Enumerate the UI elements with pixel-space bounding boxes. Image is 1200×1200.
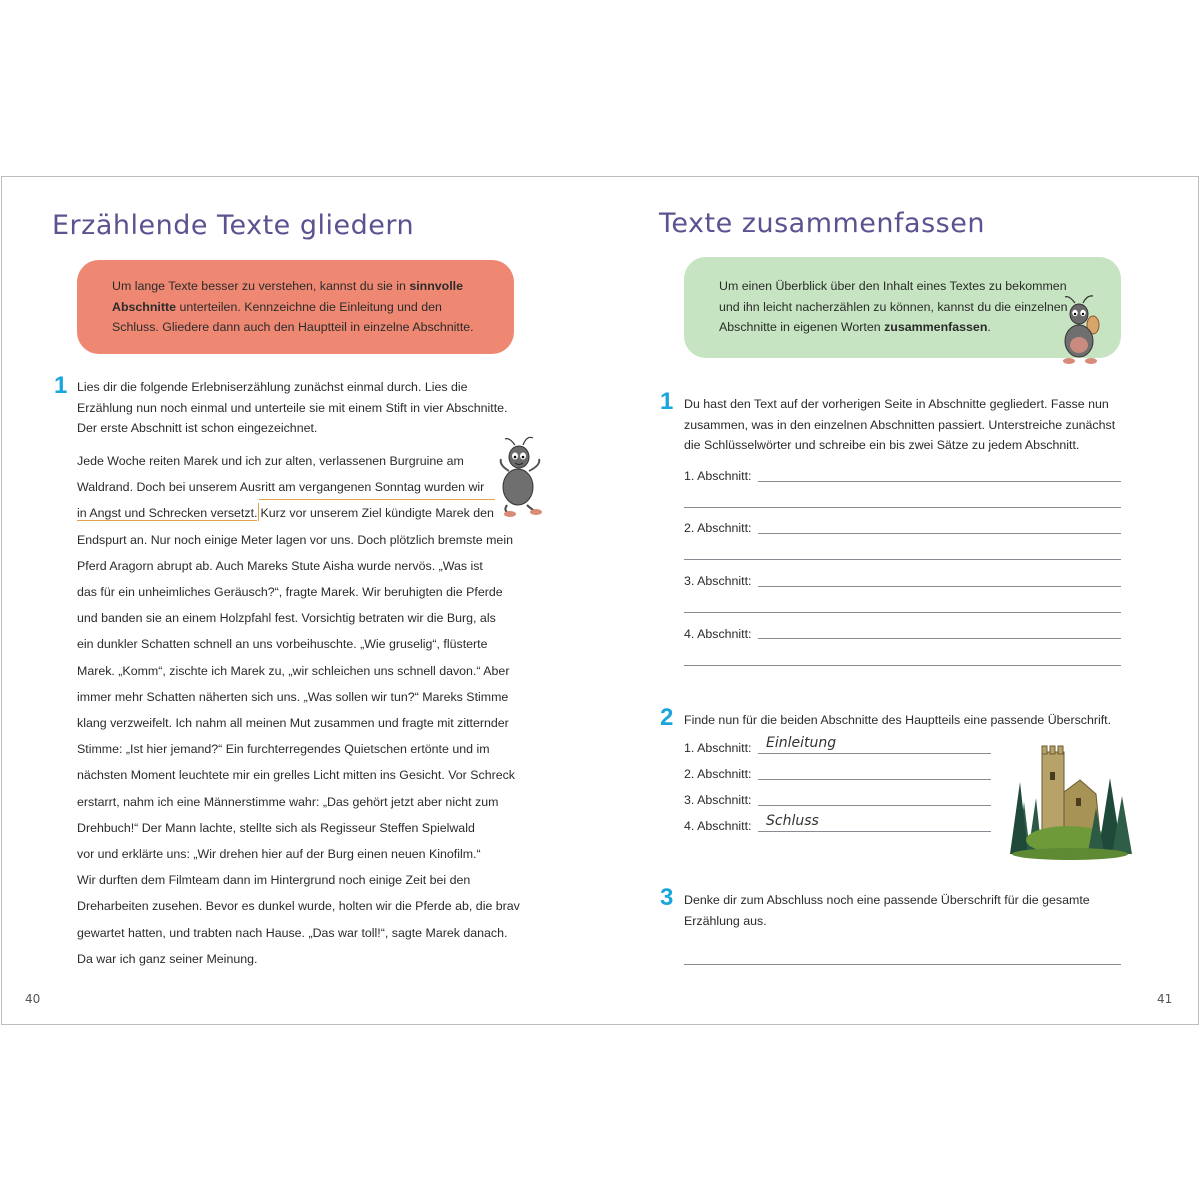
castle-ruin-illustration [1006,742,1134,866]
task-line: Erzählung aus. [684,913,767,928]
info-text: . [987,320,991,334]
answer-label: 2. Abschnitt: [684,767,752,781]
right-page [601,177,1200,1024]
answer-line[interactable] [684,964,1121,965]
answer-label: 1. Abschnitt: [684,469,752,483]
info-bold: sinnvolle [409,279,464,293]
story-text [77,448,527,972]
story-line: Wir durften dem Filmteam dann im Hintergrund noch einige Zeit bei den [77,873,471,888]
page-number: 41 [1157,992,1173,1006]
task-instructions [684,890,1090,931]
story-line: gewartet hatten, und trabten nach Hause. „Das war toll!“, sagte Marek danach. [77,925,508,940]
info-bold: zusammenfassen [884,320,988,334]
page-number: 40 [25,992,41,1006]
story-line: Endspurt an. Nur noch einige Meter lagen vor uns. Doch plötzlich bremste mein [77,532,513,547]
task-line: die Schlüsselwörter und schreibe ein bis zwei Sätze zu jedem Abschnitt. [684,438,1080,452]
book-spread [1,176,1199,1025]
marked-section: in Angst und Schrecken versetzt. [77,506,258,521]
answer-label: 3. Abschnitt: [684,793,752,807]
story-line: Drehbuch!“ Der Mann lachte, stellte sich als Regisseur Steffen Spielwald [77,820,475,835]
task-instructions: Finde nun für die beiden Abschnitte des Hauptteils eine passende Überschrift. [684,713,1112,727]
story-text-part: Kurz vor unserem Ziel kündigte Marek den [260,506,494,521]
story-line: Waldrand. Doch bei unserem Ausritt am vergangenen Sonntag wurden wir [77,480,485,495]
task-line: Erzählung nun noch einmal und unterteile sie mit einem Stift in vier Abschnitte. [77,400,508,415]
answer-line[interactable] [684,507,1121,508]
story-line: Jede Woche reiten Marek und ich zur alten, verlassenen Burgruine am [77,454,464,468]
bug-mascot-illustration [497,435,545,523]
handwritten-answer: Schluss [766,813,819,829]
task-number: 1 [54,372,68,399]
info-box [77,260,514,354]
story-line: das für ein unheimliches Geräusch?“, fragte Marek. Wir beruhigten die Pferde [77,585,503,600]
page-title: Erzählende Texte gliedern [52,210,415,241]
answer-label: 2. Abschnitt: [684,521,752,535]
story-line: Da war ich ganz seiner Meinung. [77,951,258,966]
story-line: Pferd Aragorn abrupt ab. Auch Mareks Stute Aisha wurde nervös. „Was ist [77,558,483,573]
answer-line[interactable] [758,481,1121,482]
info-box [684,257,1121,358]
answer-line[interactable] [758,831,991,832]
task-line: Der erste Abschnitt ist schon eingezeichnet. [77,421,318,435]
bug-mascot-illustration [1059,295,1107,369]
story-line: und banden sie an einem Holzpfahl fest. Vorsichtig betraten wir die Burg, als [77,611,496,626]
answer-line[interactable] [684,612,1121,613]
answer-line[interactable] [758,779,991,780]
handwritten-answer: Einleitung [766,735,837,751]
info-text: und ihn leicht nacherzählen zu können, kannst du die einzelnen [719,299,1068,314]
info-text: Schluss. Gliedere dann auch den Hauptteil in einzelne Abschnitte. [112,320,474,334]
answer-label: 4. Abschnitt: [684,627,752,641]
answer-line[interactable] [758,638,1121,639]
story-line: ein dunkler Schatten schnell an uns vorbeihuschte. „Wie gruselig“, flüsterte [77,637,488,652]
answer-line[interactable] [758,533,1121,534]
answer-line[interactable] [758,586,1121,587]
page-title: Texte zusammenfassen [659,208,985,239]
story-line: vor und erklärte uns: „Wir drehen hier auf der Burg einen neuen Kinofilm.“ [77,847,481,862]
info-text: unterteilen. Kennzeichne die Einleitung und den [176,299,442,314]
task-line: Lies dir die folgende Erlebniserzählung zunächst einmal durch. Lies die [77,380,468,394]
task-number: 2 [660,704,674,731]
info-text: Um lange Texte besser zu verstehen, kannst du sie in [112,279,410,293]
task-line: Du hast den Text auf der vorherigen Seite in Abschnitte gegliedert. Fasse nun [684,397,1109,411]
task-number: 3 [660,884,674,911]
task-instructions [77,377,507,439]
task-number: 1 [660,388,674,415]
story-line: Dreharbeiten zusehen. Bevor es dunkel wurde, holten wir die Pferde ab, die brav [77,899,520,914]
story-line [77,500,527,526]
story-line: Marek. „Komm“, zischte ich Marek zu, „wir schleichen uns schnell davon.“ Aber [77,663,510,678]
story-line: klang verzweifelt. Ich nahm all meinen Mut zusammen und fragte mit zitternder [77,716,509,731]
task-instructions [684,394,1115,456]
story-line: nächsten Moment leuchtete mir ein grelles Licht mitten ins Gesicht. Vor Schreck [77,768,515,783]
task-line: zusammen, was in den einzelnen Abschnitten passiert. Unterstreiche zunächst [684,417,1116,432]
task-line: Denke dir zum Abschluss noch eine passende Überschrift für die gesamte [684,893,1090,907]
story-line: Stimme: „Ist hier jemand?“ Ein furchterregendes Quietschen ertönte und im [77,742,490,757]
info-bold: Abschnitte [112,299,177,314]
left-page [2,177,601,1024]
answer-label: 3. Abschnitt: [684,574,752,588]
info-text: Abschnitte in eigenen Worten [719,320,885,334]
info-text: Um einen Überblick über den Inhalt eines Textes zu bekommen [719,279,1067,293]
story-line: erstarrt, nahm ich eine Männerstimme wahr: „Das gehört jetzt aber nicht zum [77,794,499,809]
story-line: immer mehr Schatten näherten sich uns. „Was sollen wir tun?“ Mareks Stimme [77,689,509,704]
answer-line[interactable] [684,665,1121,666]
answer-line[interactable] [758,753,991,754]
answer-line[interactable] [758,805,991,806]
answer-label: 4. Abschnitt: [684,819,752,833]
answer-label: 1. Abschnitt: [684,741,752,755]
answer-line[interactable] [684,559,1121,560]
